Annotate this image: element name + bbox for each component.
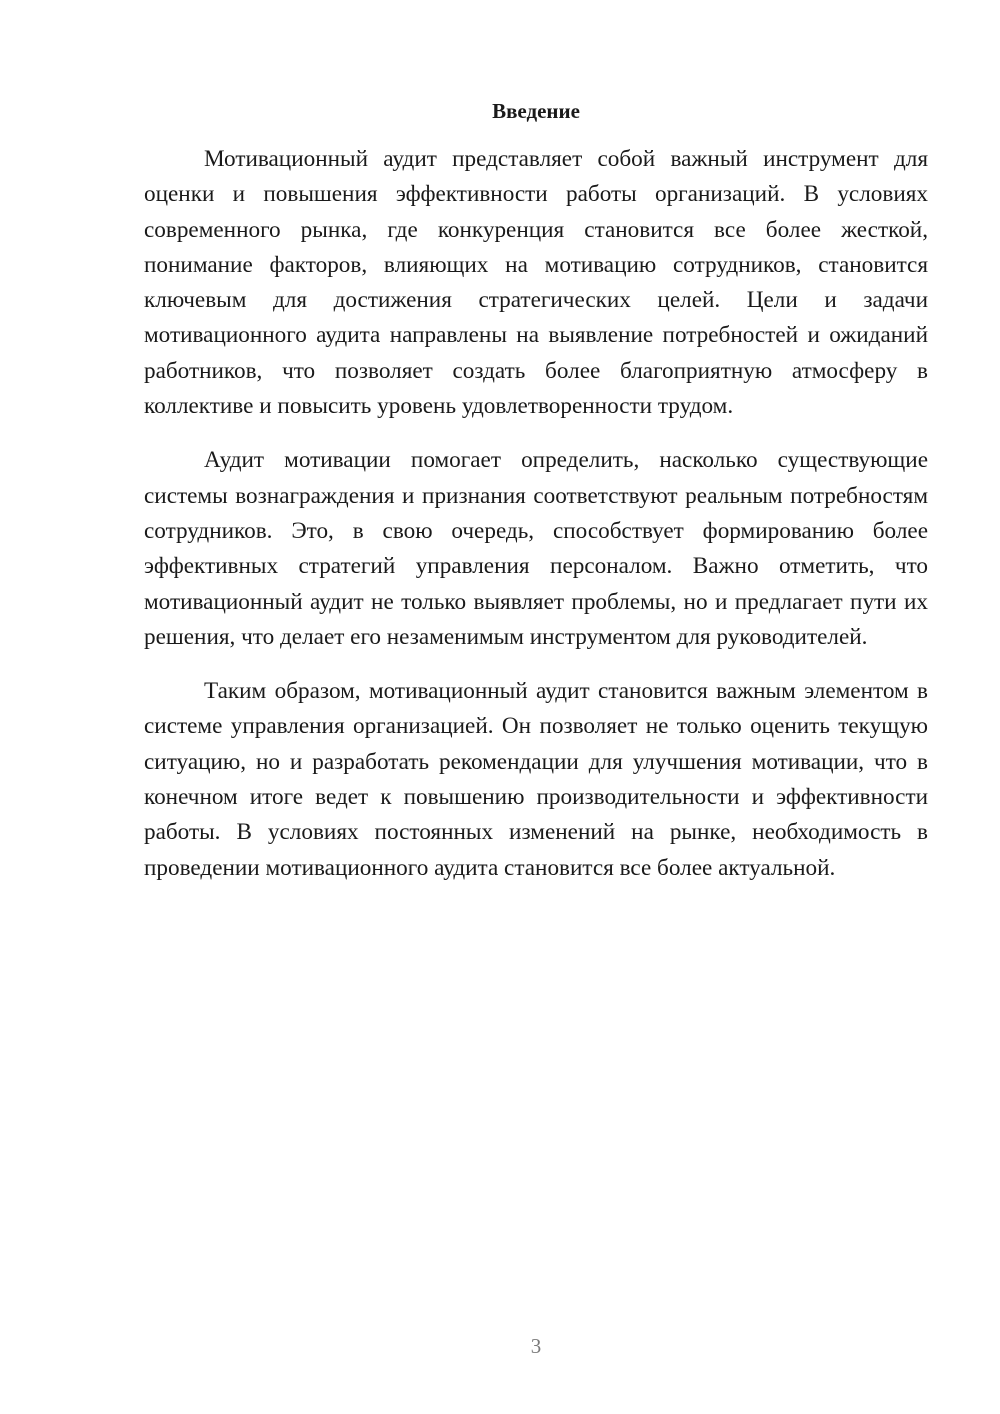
body-text <box>144 142 928 905</box>
page-title: Введение <box>492 99 580 123</box>
paragraph-2: Аудит мотивации помогает определить, насколько существующие системы вознаграждения и признания соответствуют реальным потребностям сотрудников. Это, в свою очередь, способствует формированию более эффективных стратегий управления персоналом. Важно отметить, что мотивационный аудит не только выявляет проблемы, но и предлагает пути их решения, что делает его незаменимым инструментом для руководителей. <box>144 447 928 650</box>
paragraph-3: Таким образом, мотивационный аудит становится важным элементом в системе управления организацией. Он позволяет не только оценить текущую ситуацию, но и разработать рекомендации для улучшения мотивации, что в конечном итоге ведет к повышению производительности и эффективности работы. В условиях постоянных изменений на рынке, необходимость в проведении мотивационного аудита становится все более актуальной. <box>144 678 928 881</box>
page-number: 3 <box>530 1334 542 1358</box>
paragraph-1: Мотивационный аудит представляет собой важный инструмент для оценки и повышения эффективности работы организаций. В условиях современного рынка, где конкуренция становится все более жесткой, понимание факторов, влияющих на мотивацию сотрудников, становится ключевым для достижения стратегических целей. Цели и задачи мотивационного аудита направлены на выявление потребностей и ожиданий работников, что позволяет создать более благоприятную атмосферу в коллективе и повысить уровень удовлетворенности трудом. <box>144 146 928 420</box>
